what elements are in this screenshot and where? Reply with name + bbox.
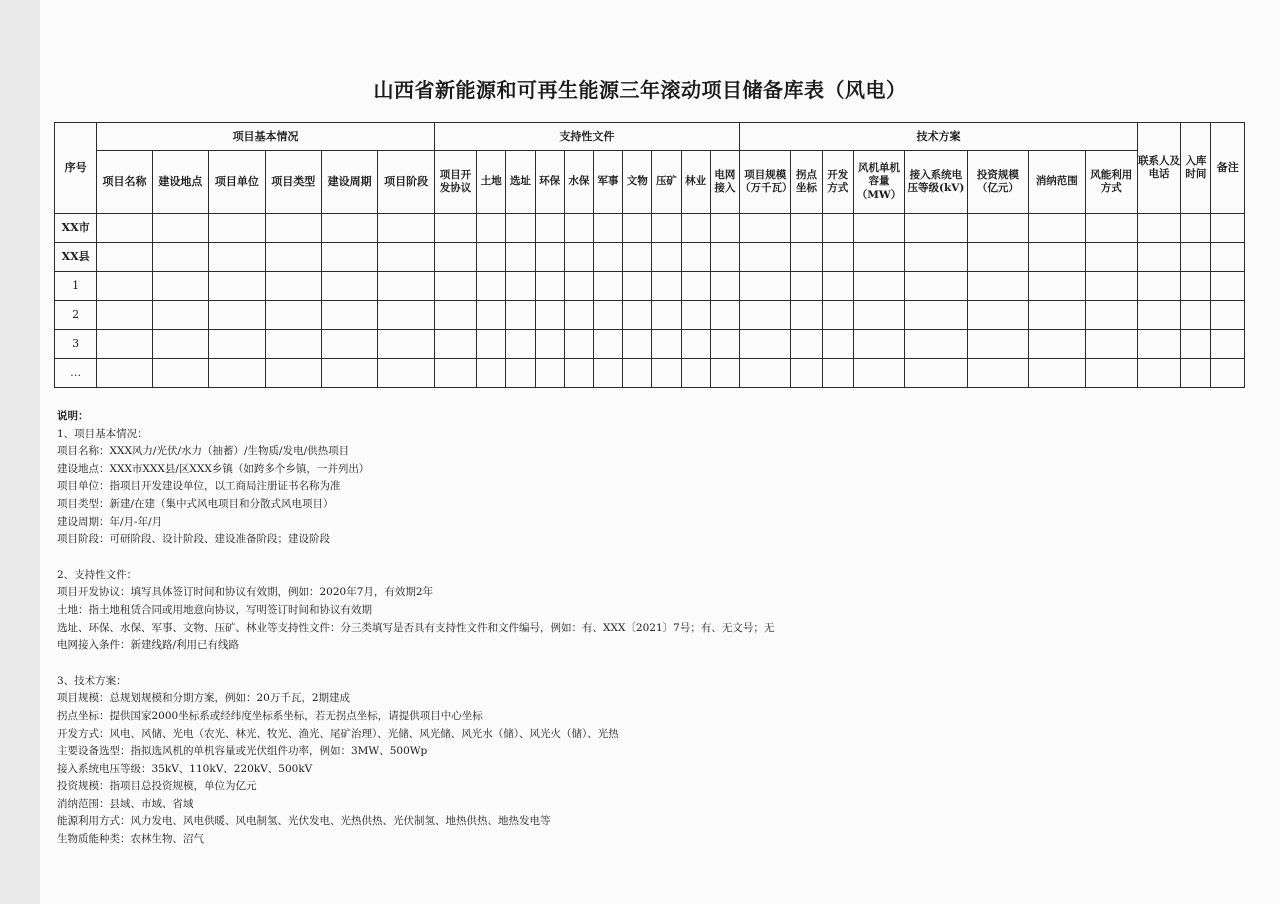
notes-line: 项目阶段：可研阶段、设计阶段、建设准备阶段；建设阶段 — [57, 533, 330, 546]
col-dev-agreement: 项目开发协议 — [434, 151, 476, 214]
table-cell — [822, 301, 853, 330]
notes-line: 项目名称：XXX风力/光伏/水力（抽蓄）/生物质/发电/供热项目 — [57, 445, 350, 458]
table-cell — [1181, 330, 1211, 359]
table-cell — [321, 330, 377, 359]
col-env: 环保 — [535, 151, 564, 214]
table-cell — [740, 359, 791, 388]
notes-line: 土地：指土地租赁合同或用地意向协议，写明签订时间和协议有效期 — [57, 603, 372, 616]
table-cell — [209, 243, 265, 272]
table-cell — [967, 272, 1028, 301]
table-cell — [564, 330, 593, 359]
notes-line: 电网接入条件：新建线路/利用已有线路 — [57, 639, 240, 652]
table-cell — [1211, 272, 1245, 301]
table-cell — [593, 330, 622, 359]
table-cell — [265, 243, 321, 272]
table-cell — [1211, 301, 1245, 330]
table-cell — [97, 272, 152, 301]
table-cell — [740, 301, 791, 330]
table-cell — [791, 243, 822, 272]
table-cell — [740, 243, 791, 272]
table-row — [55, 301, 1245, 330]
table-cell — [1137, 214, 1180, 243]
group-header-tech: 技术方案 — [740, 123, 1138, 151]
table-cell — [822, 214, 853, 243]
table-row — [55, 330, 1245, 359]
table-cell — [477, 214, 506, 243]
table-cell — [710, 330, 739, 359]
notes-line: 投资规模：指项目总投资规模，单位为亿元 — [57, 780, 257, 793]
table-cell — [791, 301, 822, 330]
notes-line: 能源利用方式：风力发电、风电供暖、风电制氢、光伏发电、光热供热、光伏制氢、地热供热、地热发电等 — [57, 815, 551, 828]
col-project-name: 项目名称 — [97, 151, 152, 214]
table-cell — [623, 359, 652, 388]
table-cell — [1137, 359, 1180, 388]
table-cell — [740, 272, 791, 301]
col-mineral: 压矿 — [652, 151, 681, 214]
table-cell — [853, 272, 904, 301]
table-cell — [97, 359, 152, 388]
table-cell — [1137, 272, 1180, 301]
table-cell — [710, 359, 739, 388]
row-label: 3 — [55, 330, 97, 359]
col-entry-time: 入库时间 — [1181, 123, 1211, 214]
notes-line: 建设地点：XXX市XXX县/区XXX乡镇（如跨多个乡镇，一并列出） — [57, 462, 370, 475]
col-project-type: 项目类型 — [265, 151, 321, 214]
col-project-stage: 项目阶段 — [378, 151, 434, 214]
table-cell — [791, 272, 822, 301]
table-cell — [265, 330, 321, 359]
table-cell — [652, 330, 681, 359]
table-cell — [822, 272, 853, 301]
table-cell — [209, 272, 265, 301]
notes-line: 项目类型：新建/在建（集中式风电项目和分散式风电项目） — [57, 497, 334, 510]
table-cell — [681, 243, 710, 272]
table-cell — [905, 272, 967, 301]
table-cell — [506, 214, 535, 243]
table-cell — [209, 301, 265, 330]
table-cell — [1085, 243, 1137, 272]
page-title: 山西省新能源和可再生能源三年滚动项目储备库表（风电） — [373, 78, 907, 102]
table-cell — [822, 359, 853, 388]
table-cell — [905, 243, 967, 272]
col-coords: 拐点坐标 — [791, 151, 822, 214]
table-cell — [1085, 330, 1137, 359]
table-cell — [378, 214, 434, 243]
notes-line: 项目开发协议：填写具体签订时间和协议有效期，例如：2020年7月，有效期2年 — [57, 586, 434, 599]
table-cell — [265, 359, 321, 388]
table-cell — [321, 359, 377, 388]
table-cell — [535, 243, 564, 272]
table-cell — [623, 301, 652, 330]
table-cell — [152, 301, 208, 330]
table-cell — [152, 359, 208, 388]
table-cell — [477, 359, 506, 388]
notes-line: 2、支持性文件： — [57, 568, 138, 581]
col-investment: 投资规模（亿元） — [967, 151, 1028, 214]
table-cell — [652, 359, 681, 388]
table-cell — [791, 330, 822, 359]
table-cell — [321, 214, 377, 243]
table-cell — [378, 301, 434, 330]
table-cell — [97, 301, 152, 330]
table-cell — [1181, 359, 1211, 388]
table-cell — [623, 272, 652, 301]
table-cell — [740, 214, 791, 243]
table-cell — [321, 301, 377, 330]
notes-spacer — [57, 655, 837, 673]
col-land: 土地 — [477, 151, 506, 214]
table-cell — [265, 272, 321, 301]
notes-spacer — [57, 549, 837, 567]
table-cell — [1137, 330, 1180, 359]
notes-heading: 说明： — [57, 410, 89, 422]
table-cell — [1211, 330, 1245, 359]
table-cell — [152, 214, 208, 243]
table-cell — [1029, 359, 1085, 388]
table-row — [55, 272, 1245, 301]
table-cell — [681, 214, 710, 243]
col-grid: 电网接入 — [710, 151, 739, 214]
table-cell — [434, 330, 476, 359]
table-cell — [506, 272, 535, 301]
table-cell — [791, 359, 822, 388]
table-cell — [434, 272, 476, 301]
notes-line: 生物质能种类：农林生物、沼气 — [57, 833, 204, 846]
table-cell — [593, 243, 622, 272]
table-cell — [1029, 272, 1085, 301]
notes-line: 主要设备选型：指拟选风机的单机容量或光伏组件功率，例如：3MW、500Wp — [57, 745, 428, 758]
table-cell — [506, 330, 535, 359]
table-cell — [967, 301, 1028, 330]
table-cell — [506, 243, 535, 272]
col-turbine-capacity: 风机单机容量（MW） — [853, 151, 904, 214]
table-cell — [1181, 301, 1211, 330]
col-location: 建设地点 — [152, 151, 208, 214]
col-heritage: 文物 — [623, 151, 652, 214]
col-voltage: 接入系统电压等级(kV) — [905, 151, 967, 214]
notes-line: 接入系统电压等级：35kV、110kV、220kV、500kV — [57, 762, 313, 775]
table-cell — [1211, 214, 1245, 243]
table-cell — [623, 214, 652, 243]
table-cell — [535, 214, 564, 243]
table-cell — [853, 243, 904, 272]
table-cell — [1029, 330, 1085, 359]
row-label: XX县 — [55, 243, 97, 272]
table-cell — [477, 330, 506, 359]
table-cell — [967, 330, 1028, 359]
table-cell — [791, 214, 822, 243]
table-cell — [652, 243, 681, 272]
row-label: XX市 — [55, 214, 97, 243]
table-cell — [564, 359, 593, 388]
table-cell — [652, 214, 681, 243]
notes-line: 选址、环保、水保、军事、文物、压矿、林业等支持性文件：分三类填写是否具有支持性文件和文件编号，例如：有、XXX〔2021〕7号；有、无文号；无 — [57, 621, 775, 634]
table-row — [55, 214, 1245, 243]
table-cell — [97, 243, 152, 272]
col-water: 水保 — [564, 151, 593, 214]
table-cell — [209, 214, 265, 243]
col-wind-use: 风能利用方式 — [1085, 151, 1137, 214]
seq-header: 序号 — [55, 123, 97, 214]
table-cell — [652, 301, 681, 330]
table-cell — [506, 301, 535, 330]
table-row — [55, 359, 1245, 388]
col-remarks: 备注 — [1211, 123, 1245, 214]
table-cell — [1085, 359, 1137, 388]
notes-section — [57, 408, 837, 849]
notes-line: 消纳范围：县域、市域、省域 — [57, 797, 194, 810]
table-cell — [378, 243, 434, 272]
notes-line: 项目单位：指项目开发建设单位，以工商局注册证书名称为准 — [57, 480, 341, 493]
table-cell — [1029, 214, 1085, 243]
table-cell — [905, 214, 967, 243]
table-cell — [564, 214, 593, 243]
table-cell — [378, 272, 434, 301]
table-cell — [593, 214, 622, 243]
table-cell — [535, 301, 564, 330]
table-cell — [967, 214, 1028, 243]
col-military: 军事 — [593, 151, 622, 214]
table-cell — [265, 214, 321, 243]
table-cell — [681, 359, 710, 388]
table-cell — [623, 243, 652, 272]
table-cell — [905, 359, 967, 388]
row-label: 1 — [55, 272, 97, 301]
table-cell — [681, 330, 710, 359]
table-cell — [535, 359, 564, 388]
table-cell — [152, 330, 208, 359]
table-cell — [506, 359, 535, 388]
table-cell — [593, 301, 622, 330]
table-cell — [265, 301, 321, 330]
table-cell — [710, 301, 739, 330]
notes-line: 拐点坐标：提供国家2000坐标系或经纬度坐标系坐标，若无拐点坐标，请提供项目中心坐标 — [57, 709, 483, 722]
table-cell — [905, 330, 967, 359]
table-cell — [378, 359, 434, 388]
table-cell — [1211, 243, 1245, 272]
col-dev-mode: 开发方式 — [822, 151, 853, 214]
table-cell — [1029, 243, 1085, 272]
table-cell — [1085, 272, 1137, 301]
table-cell — [652, 272, 681, 301]
table-cell — [1029, 301, 1085, 330]
table-cell — [434, 359, 476, 388]
table-cell — [477, 272, 506, 301]
table-cell — [97, 330, 152, 359]
table-cell — [853, 330, 904, 359]
group-header-basic: 项目基本情况 — [97, 123, 435, 151]
table-cell — [681, 272, 710, 301]
col-site: 选址 — [506, 151, 535, 214]
table-cell — [564, 301, 593, 330]
table-row — [55, 243, 1245, 272]
table-cell — [740, 330, 791, 359]
table-cell — [905, 301, 967, 330]
col-scale: 项目规模（万千瓦） — [740, 151, 791, 214]
table-cell — [97, 214, 152, 243]
table-cell — [593, 359, 622, 388]
col-contact: 联系人及电话 — [1137, 123, 1180, 214]
table-cell — [321, 243, 377, 272]
table-cell — [535, 330, 564, 359]
table-cell — [853, 301, 904, 330]
table-cell — [564, 272, 593, 301]
table-cell — [535, 272, 564, 301]
table-cell — [710, 214, 739, 243]
table-cell — [681, 301, 710, 330]
col-build-period: 建设周期 — [321, 151, 377, 214]
col-forestry: 林业 — [681, 151, 710, 214]
table-cell — [822, 330, 853, 359]
table-cell — [209, 359, 265, 388]
table-cell — [1181, 272, 1211, 301]
table-cell — [434, 243, 476, 272]
table-cell — [477, 301, 506, 330]
table-cell — [853, 214, 904, 243]
table-cell — [593, 272, 622, 301]
table-cell — [378, 330, 434, 359]
table-cell — [853, 359, 904, 388]
table-cell — [1211, 359, 1245, 388]
col-project-unit: 项目单位 — [209, 151, 265, 214]
notes-line: 建设周期：年/月-年/月 — [57, 515, 163, 528]
row-label: … — [55, 359, 97, 388]
group-header-support: 支持性文件 — [434, 123, 739, 151]
table-cell — [1085, 301, 1137, 330]
table-cell — [967, 359, 1028, 388]
table-cell — [564, 243, 593, 272]
row-label: 2 — [55, 301, 97, 330]
notes-line: 1、项目基本情况： — [57, 427, 148, 440]
table-cell — [1181, 243, 1211, 272]
notes-line: 开发方式：风电、风储、光电（农光、林光、牧光、渔光、尾矿治理）、光储、风光储、风光水（储）、风光火（储）、光热 — [57, 727, 619, 740]
notes-line: 3、技术方案： — [57, 674, 127, 687]
table-cell — [209, 330, 265, 359]
table-cell — [1137, 243, 1180, 272]
table-cell — [477, 243, 506, 272]
table-cell — [710, 272, 739, 301]
table-cell — [1085, 214, 1137, 243]
table-cell — [623, 330, 652, 359]
table-cell — [967, 243, 1028, 272]
table-cell — [321, 272, 377, 301]
notes-line: 项目规模：总规划规模和分期方案，例如：20万千瓦，2期建成 — [57, 692, 351, 705]
table-cell — [434, 301, 476, 330]
col-consumption: 消纳范围 — [1029, 151, 1085, 214]
table-cell — [1137, 301, 1180, 330]
table-cell — [152, 272, 208, 301]
table-cell — [710, 243, 739, 272]
table-cell — [1181, 214, 1211, 243]
table-cell — [434, 214, 476, 243]
project-table — [54, 122, 1245, 388]
table-cell — [822, 243, 853, 272]
table-cell — [152, 243, 208, 272]
